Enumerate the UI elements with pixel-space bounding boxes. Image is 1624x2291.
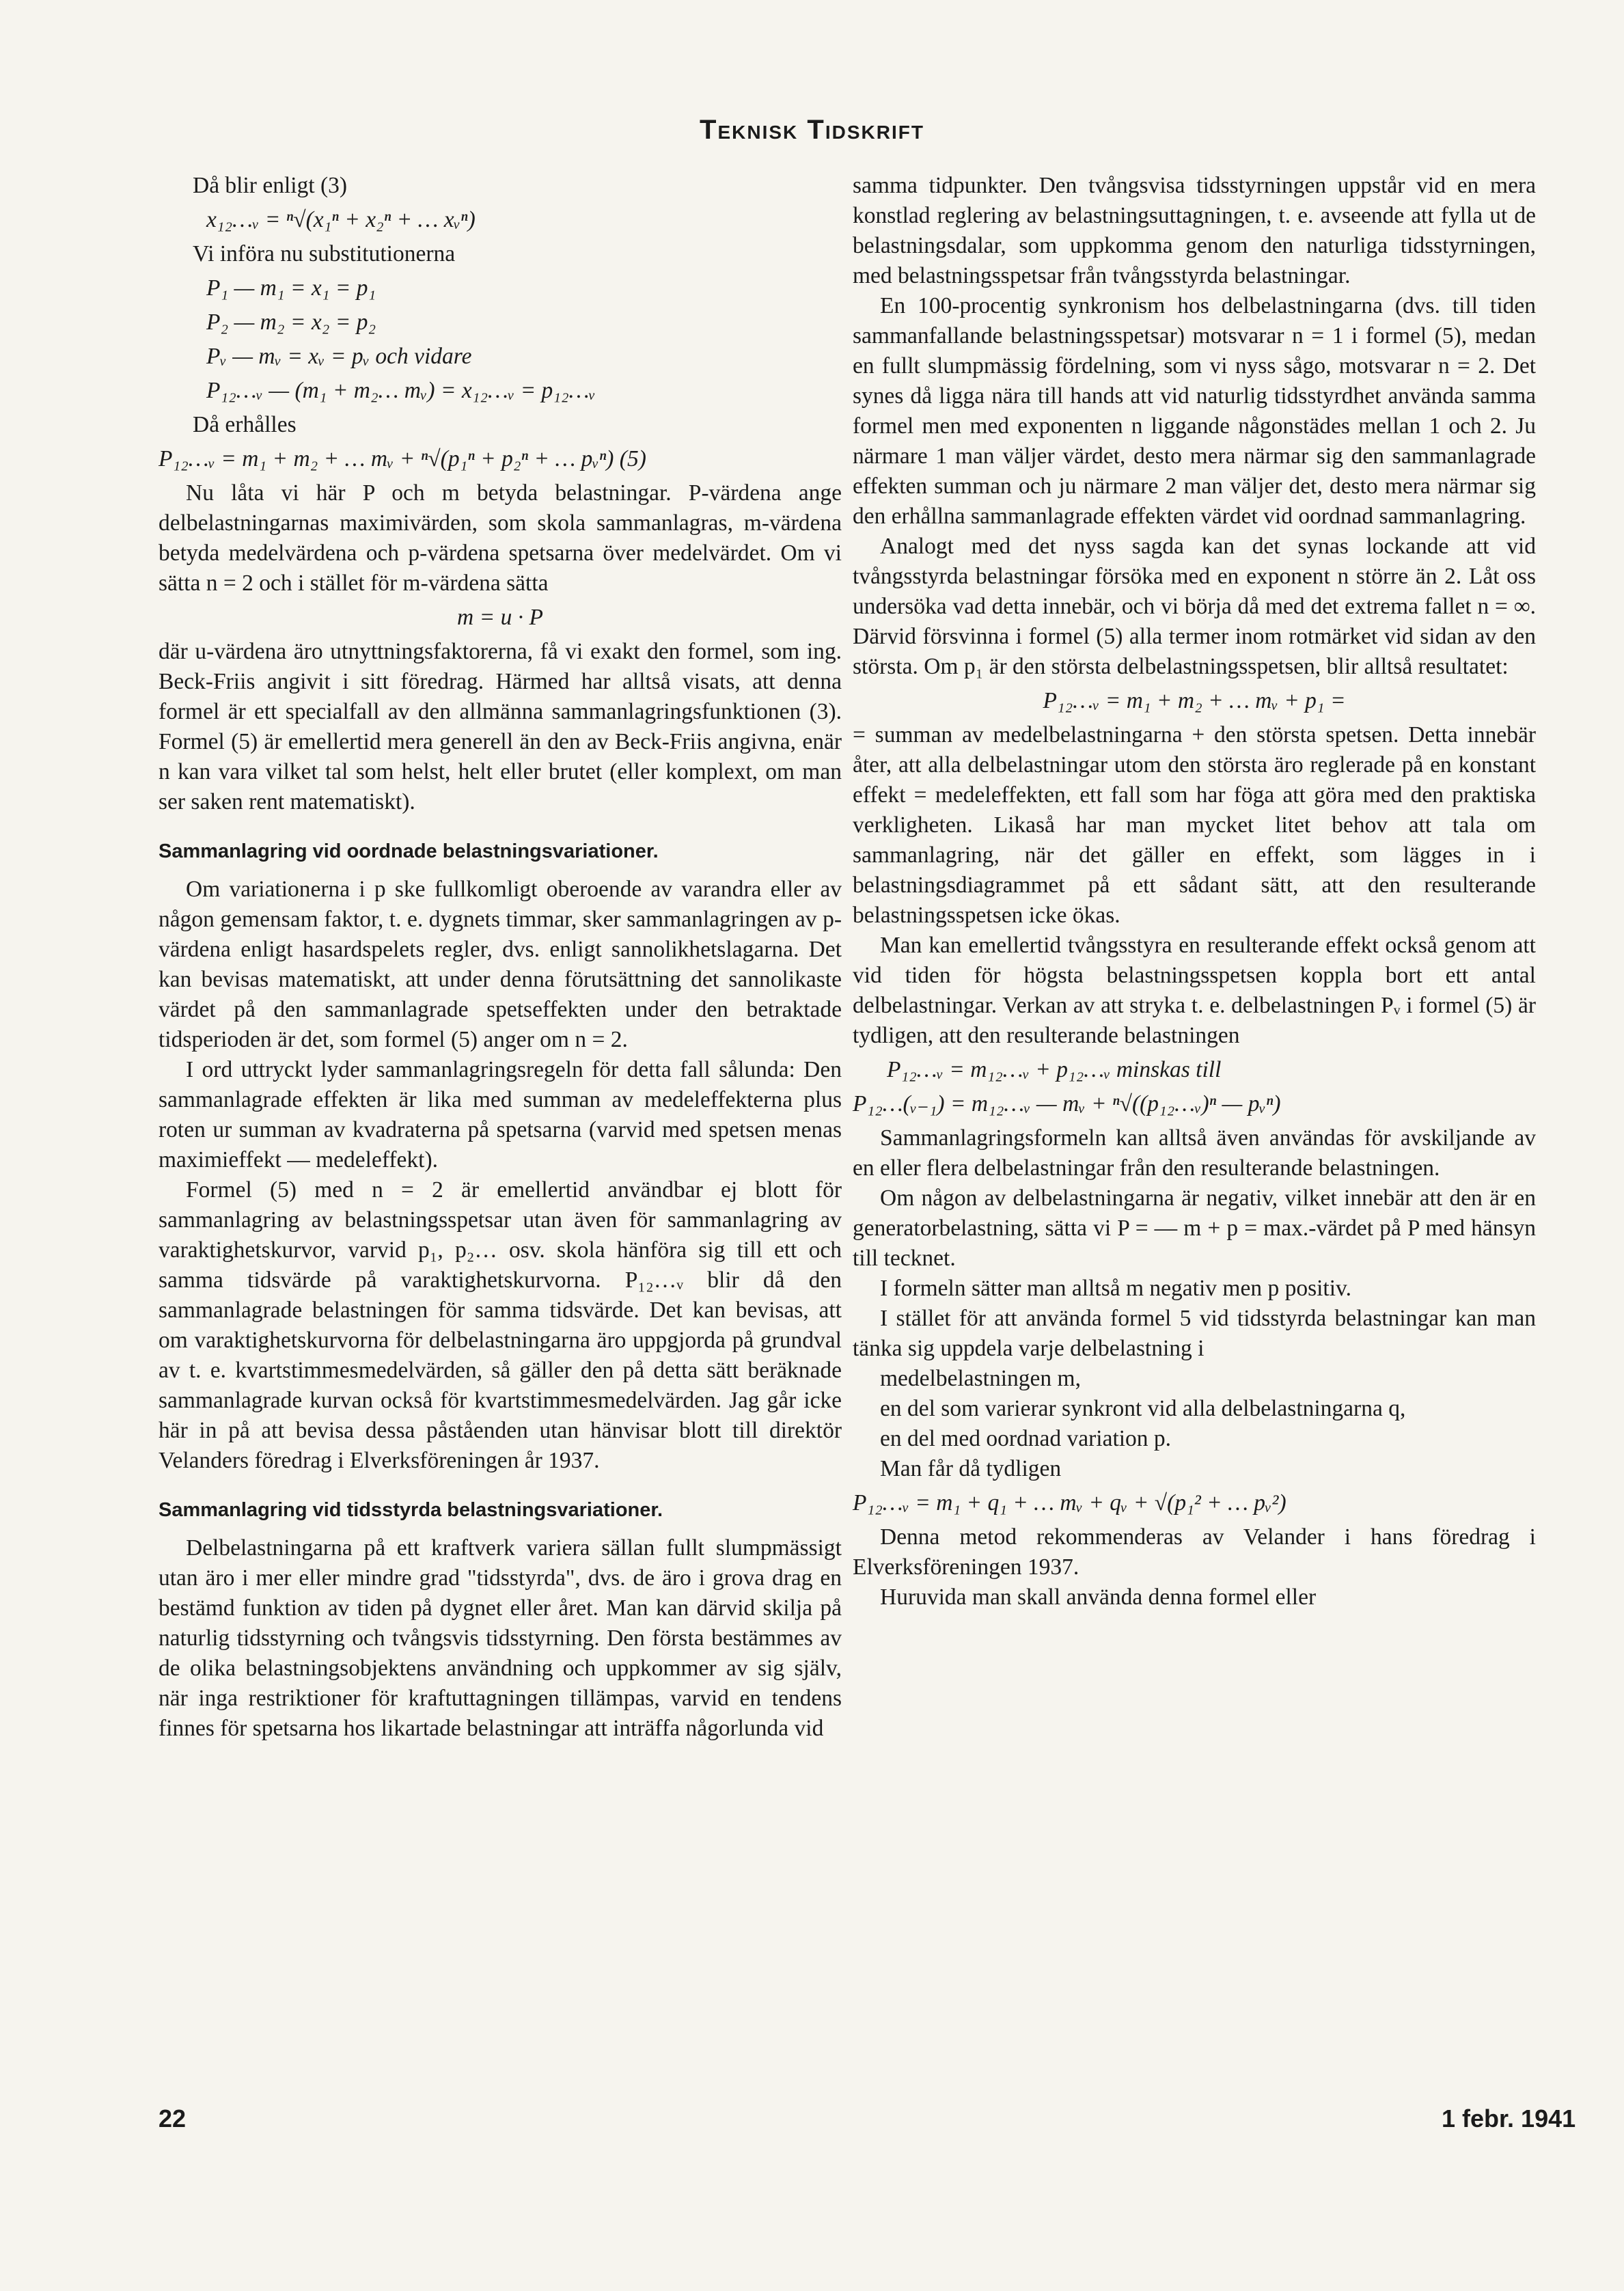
equation: P₁ — m₁ = x₁ = p₁: [206, 275, 376, 301]
paragraph: samma tidpunkter. Den tvångsvisa tidsstyrningen uppstår vid en mera konstlad reglering av belastningsuttagningen, t. e. avseende att fylla ut de belastningsdalar, som uppkomma genom den naturliga tidsstyrningen, med belastningsspetsar från tvångsstyrda belastningar.: [853, 173, 1536, 288]
paragraph: Man kan emellertid tvångsstyra en resulterande effekt också genom att vid tiden för högsta belastningsspetsen koppla bort ett antal delbelastningar. Verkan av att stryka t. e. delbelastningen Pᵥ i formel (5) är tydligen, att den resulterande belastningen: [853, 933, 1536, 1048]
paragraph: Då blir enligt (3): [193, 173, 348, 198]
equation: m = u · P: [457, 605, 543, 630]
page-number: 22: [159, 2104, 187, 2132]
paragraph: I ord uttryckt lyder sammanlagringsregeln för detta fall sålunda: Den sammanlagrade effekten är lika med summan av medeleffekterna plus roten ur summan av kvadraterna på spetsarna (varvid med spetsen menas maximieffekt — medeleffekt).: [159, 1057, 842, 1172]
equation: P₁₂…ᵥ = m₁₂…ᵥ + p₁₂…ᵥ minskas till: [887, 1057, 1222, 1082]
list-item: medelbelastningen m,: [880, 1366, 1081, 1391]
equation: P₁₂…ᵥ = m₁ + q₁ + … mᵥ + qᵥ + √(p₁² + … pᵥ²): [853, 1490, 1286, 1515]
paragraph: Denna metod rekommenderas av Velander i hans föredrag i Elverksföreningen 1937.: [853, 1524, 1536, 1580]
paragraph: Formel (5) med n = 2 är emellertid användbar ej blott för sammanlagring av belastningsspetsar utan även för sammanlagring av varaktighetskurvor, varvid p₁, p₂… osv. skola hänföra sig till ett och samma tidsvärde på varaktighetskurvorna. P₁₂…ᵥ blir då den sammanlagrade belastningen för samma tidsvärde. Det kan bevisas, att om varaktighetskurvorna för delbelastningarna äro uppgjorda på grundval av t. e. kvartstimmesmedelvärden, så gäller den på detta sätt beräknade sammanlagrade kurvan också för kvartstimmesmedelvärden. Jag går icke här in på att bevisa dessa påståenden utan hänvisar blott till direktör Velanders föredrag i Elverksföreningen år 1937.: [159, 1177, 842, 1473]
paragraph: Huruvida man skall använda denna formel eller: [880, 1585, 1317, 1610]
paragraph: Om någon av delbelastningarna är negativ, vilket innebär att den är en generatorbelastning, sätta vi P = — m + p = max.-värdet på P med hänsyn till tecknet.: [853, 1185, 1536, 1271]
section-heading: Sammanlagring vid oordnade belastningsvariationer.: [159, 840, 659, 862]
equation: P₂ — m₂ = x₂ = p₂: [206, 310, 376, 335]
equation: Pᵥ — mᵥ = xᵥ = pᵥ och vidare: [206, 344, 472, 369]
paragraph: I stället för att använda formel 5 vid tidsstyrda belastningar kan man tänka sig uppdela varje delbelastning i: [853, 1306, 1536, 1361]
paragraph: I formeln sätter man alltså m negativ men p positiv.: [880, 1276, 1351, 1301]
paragraph: Vi införa nu substitutionerna: [193, 241, 456, 266]
list-item: en del med oordnad variation p.: [880, 1426, 1172, 1451]
left-column: [159, 171, 842, 1744]
equation: P₁₂…(ᵥ₋₁) = m₁₂…ᵥ — mᵥ + ⁿ√((p₁₂…ᵥ)ⁿ — pᵥⁿ): [853, 1091, 1281, 1116]
list-item: en del som varierar synkront vid alla delbelastningarna q,: [880, 1396, 1406, 1421]
paragraph: Då erhålles: [193, 412, 297, 437]
paragraph: = summan av medelbelastningarna + den största spetsen. Detta innebär åter, att alla delbelastningar utom den största äro reglerade på en konstant effekt = medeleffekten, ett fall som har föga att göra med den praktiska verkligheten. Likaså har man mycket litet behov att tala om sammanlagring, när det gäller en effekt, som lägges in i belastningsdiagrammet på ett sådant sätt, att den resulterande belastningsspetsen icke ökas.: [853, 722, 1536, 928]
paragraph: Om variationerna i p ske fullkomligt oberoende av varandra eller av någon gemensam faktor, t. e. dygnets timmar, sker sammanlagringen av p-värdena enligt hasardspelets regler, dvs. enligt sannolikhetslagarna. Det kan bevisas matematiskt, att under denna förutsättning det sannolikaste värdet på den sammanlagrade spetseffekten under den betraktade tidsperioden är det, som formel (5) anger om n = 2.: [159, 877, 842, 1052]
paragraph: En 100-procentig synkronism hos delbelastningarna (dvs. till tiden sammanfallande belastningsspetsar) motsvarar n = 1 i formel (5), medan en fullt slumpmässig fördelning, som vi nyss sågo, motsvarar n = 2. Det synes då ligga nära till hands att vid naturlig tidsstyrdhet använda samma formel men med exponenten n liggande någonstädes mellan 1 och 2. Ju närmare 1 man väljer värdet, desto mera närmar sig den sammanlagrade effekten summan och ju närmare 2 man väljer det, desto mera närmar sig den erhållna sammanlagrade effekten värdet vid oordnad sammanlagring.: [853, 293, 1536, 529]
right-column: [853, 171, 1536, 1613]
paragraph: där u-värdena äro utnyttningsfaktorerna, få vi exakt den formel, som ing. Beck-Friis angivit i sitt föredrag. Härmed har alltså visats, att denna formel är ett specialfall av den allmänna sammanlagringsfunktionen (3). Formel (5) är emellertid mera generell än den av Beck-Friis angivna, enär n kan vara vilket tal som helst, helt eller brutet (eller komplext, om man ser saken rent matematiskt).: [159, 639, 842, 814]
equation-5: P₁₂…ᵥ = m₁ + m₂ + … mᵥ + ⁿ√(p₁ⁿ + p₂ⁿ + … pᵥⁿ) (5): [159, 446, 646, 471]
paragraph: Delbelastningarna på ett kraftverk variera sällan fullt slumpmässigt utan äro i mer eller mindre grad "tidsstyrda", dvs. de äro i grova drag en bestämd funktion av tiden på dygnet eller året. Man kan därvid skilja på naturlig tidsstyrning och tvångsvis tidsstyrning. Den första bestämmes av de olika belastningsobjektens användning och uppkommer av sig själv, när inga restriktioner för kraftuttagningen tillämpas, varvid en tendens finnes för spetsarna hos likartade belastningar att inträffa någorlunda vid: [159, 1535, 842, 1741]
paragraph: Nu låta vi här P och m betyda belastningar. P-värdena ange delbelastningarnas maximivärden, som skola sammanlagras, m-värdena betyda medelvärdena och p-värdena spetsarna över medelvärdet. Om vi sätta n = 2 och i stället för m-värdena sätta: [159, 480, 842, 596]
journal-header: Teknisk Tidskrift: [700, 115, 924, 145]
equation: P₁₂…ᵥ = m₁ + m₂ + … mᵥ + p₁ =: [1043, 688, 1346, 713]
section-heading: Sammanlagring vid tidsstyrda belastningsvariationer.: [159, 1499, 663, 1521]
paragraph: Sammanlagringsformeln kan alltså även användas för avskiljande av en eller flera delbelastningar från den resulterande belastningen.: [853, 1125, 1536, 1181]
issue-date: 1 febr. 1941: [1442, 2104, 1576, 2132]
list-item: Man får då tydligen: [880, 1456, 1062, 1481]
paragraph: Analogt med det nyss sagda kan det synas lockande att vid tvångsstyrda belastningar försöka med en exponent n större än 2. Låt oss undersöka vad detta innebär, och vi börja då med det extrema fallet n = ∞. Därvid försvinna i formel (5) alla termer inom rotmärket vid sidan av den största. Om p₁ är den största delbelastningsspetsen, blir alltså resultatet:: [853, 534, 1536, 679]
equation: x₁₂…ᵥ = ⁿ√(x₁ⁿ + x₂ⁿ + … xᵥⁿ): [206, 207, 476, 232]
equation: P₁₂…ᵥ — (m₁ + m₂… mᵥ) = x₁₂…ᵥ = p₁₂…ᵥ: [206, 378, 596, 403]
